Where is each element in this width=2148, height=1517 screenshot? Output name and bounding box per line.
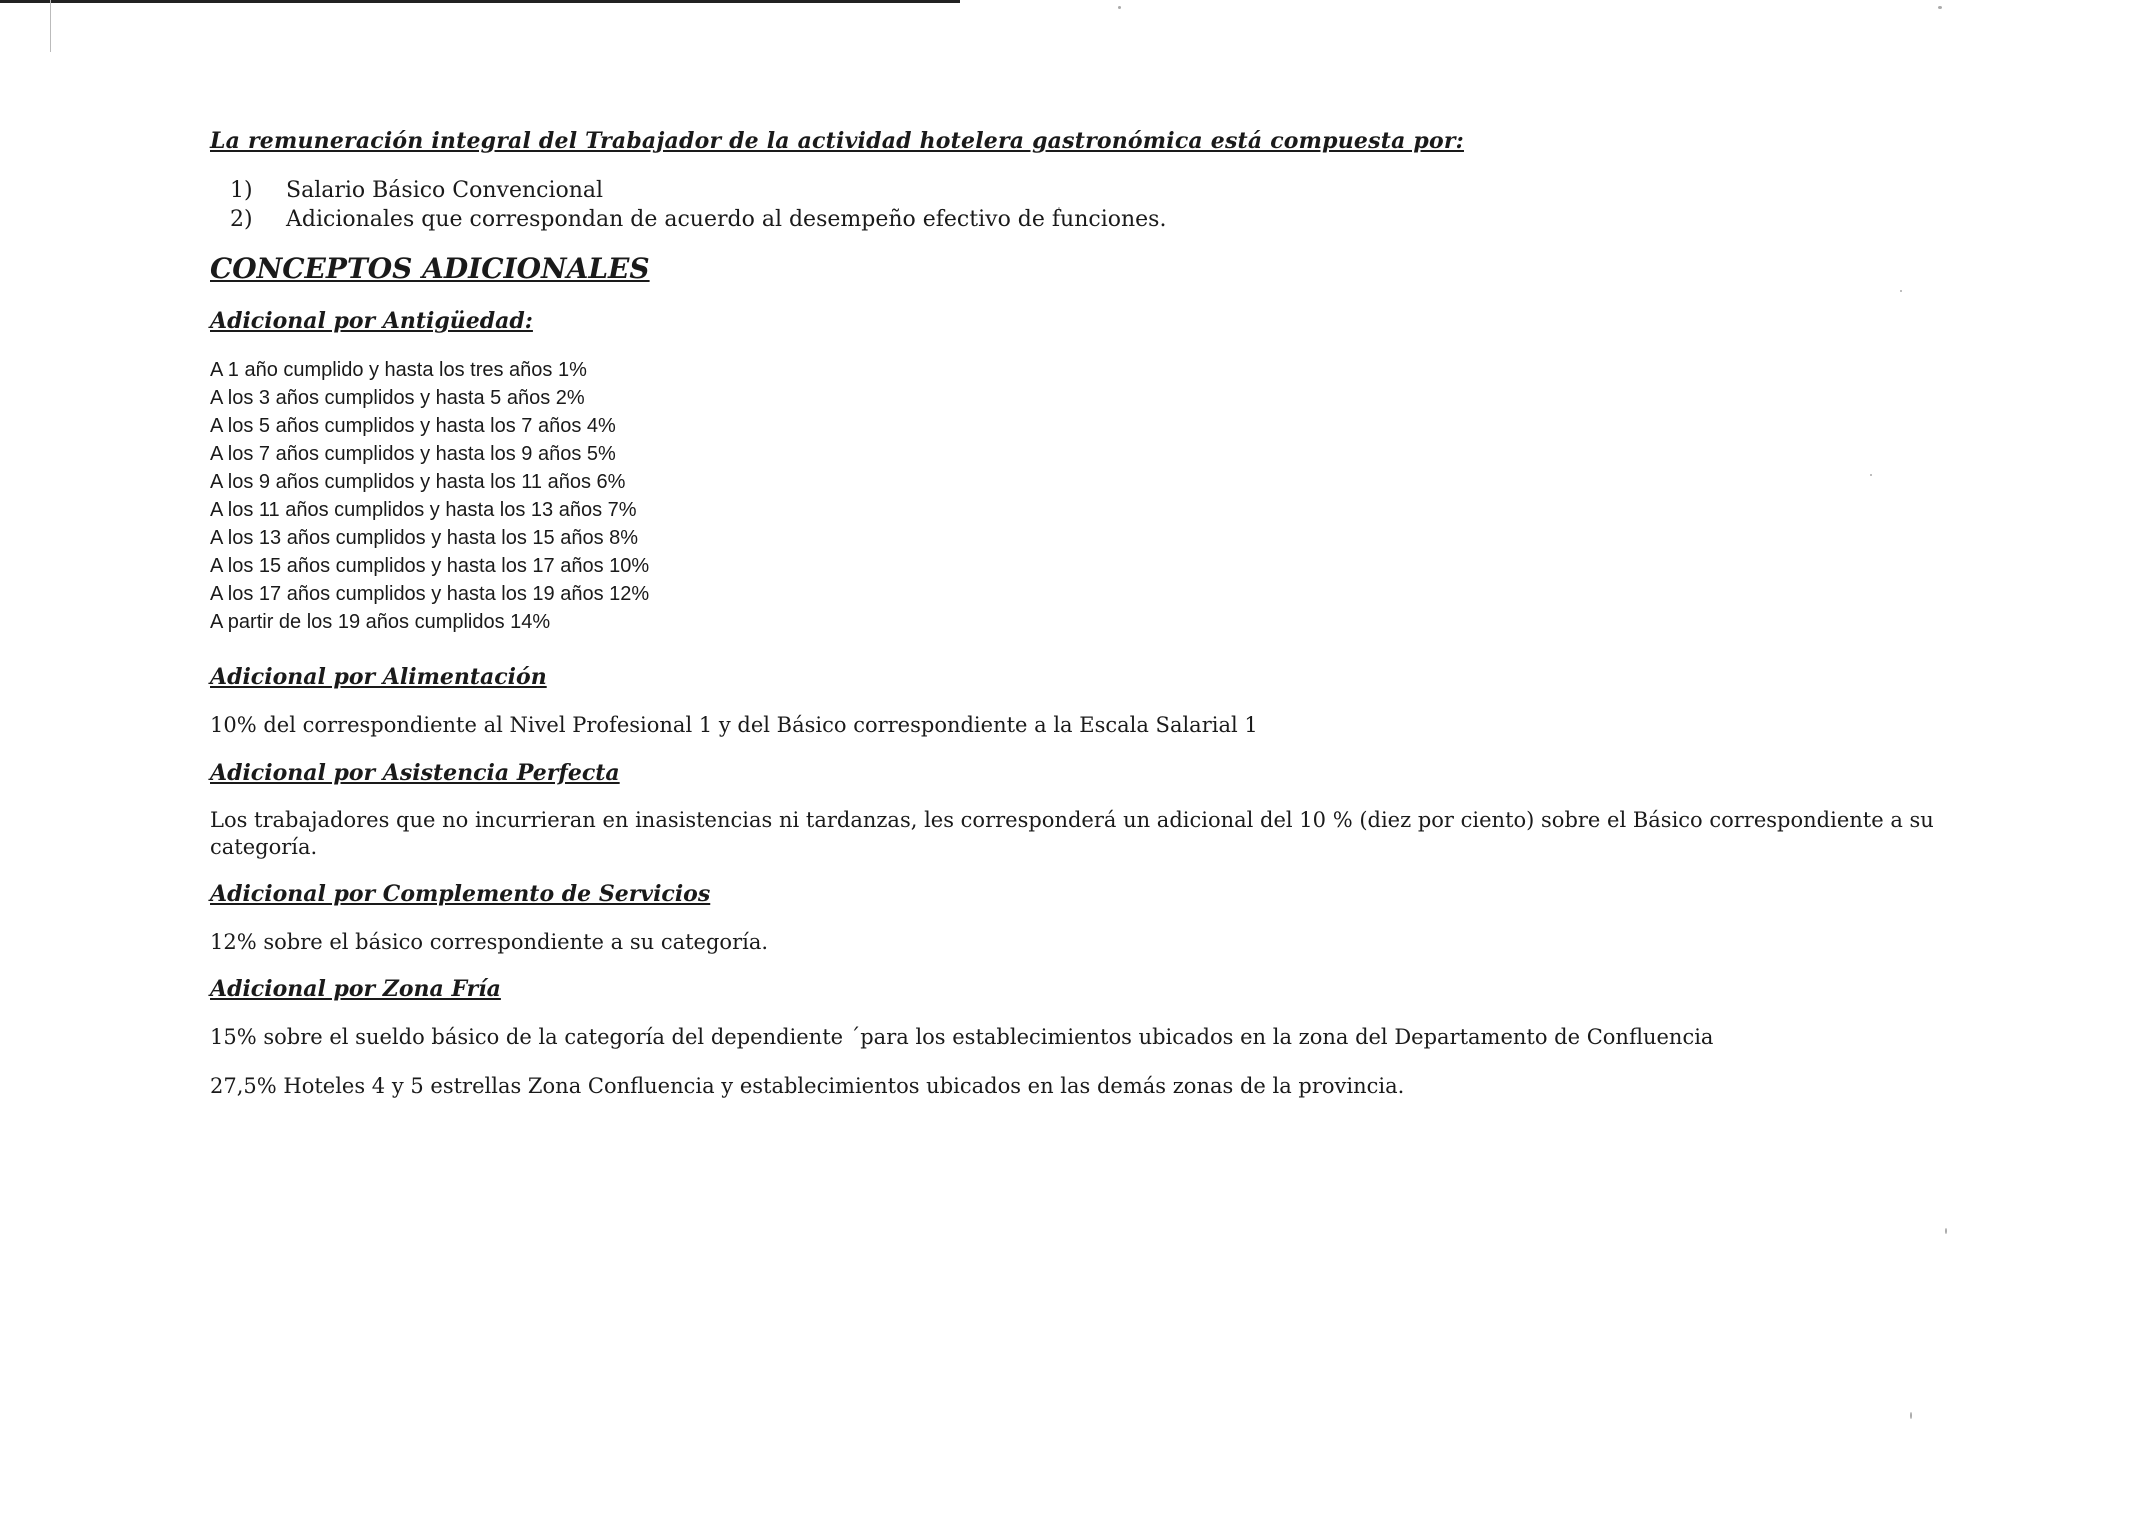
scan-speck (1870, 474, 1872, 476)
antiguedad-row: A los 9 años cumplidos y hasta los 11 años 6% (210, 471, 626, 493)
list-item-text: Salario Básico Convencional (286, 178, 604, 203)
intro-list (230, 176, 1166, 234)
list-item (230, 176, 1166, 205)
list-item-number: 1) (230, 178, 253, 203)
scan-speck (1945, 1228, 1947, 1234)
antiguedad-row: A los 7 años cumplidos y hasta los 9 años 5% (210, 443, 616, 465)
section-title: CONCEPTOS ADICIONALES (210, 252, 650, 285)
antiguedad-list (210, 356, 649, 636)
antiguedad-heading: Adicional por Antigüedad: (210, 308, 533, 334)
list-item-text: Adicionales que correspondan de acuerdo al desempeño efectivo de funciones. (286, 207, 1167, 232)
antiguedad-row: A 1 año cumplido y hasta los tres años 1% (210, 359, 587, 381)
antiguedad-row: A partir de los 19 años cumplidos 14% (210, 611, 551, 633)
alimentacion-heading: Adicional por Alimentación (210, 664, 547, 690)
intro-heading: La remuneración integral del Trabajador de la actividad hotelera gastronómica está compuesta por: (210, 128, 1464, 154)
scan-speck (1900, 290, 1902, 292)
antiguedad-row: A los 5 años cumplidos y hasta los 7 años 4% (210, 415, 616, 437)
scan-speck (1938, 6, 1942, 9)
antiguedad-row: A los 17 años cumplidos y hasta los 19 años 12% (210, 583, 650, 605)
zona-fria-text-2: 27,5% Hoteles 4 y 5 estrellas Zona Confluencia y establecimientos ubicados en las demás zonas de la provincia. (210, 1074, 1405, 1098)
scan-edge-mark (50, 0, 51, 52)
zona-fria-heading: Adicional por Zona Fría (210, 976, 501, 1002)
antiguedad-row: A los 13 años cumplidos y hasta los 15 años 8% (210, 527, 639, 549)
antiguedad-row: A los 11 años cumplidos y hasta los 13 años 7% (210, 499, 637, 521)
asistencia-heading: Adicional por Asistencia Perfecta (210, 760, 620, 786)
antiguedad-row: A los 15 años cumplidos y hasta los 17 años 10% (210, 555, 650, 577)
asistencia-text: Los trabajadores que no incurrieran en inasistencias ni tardanzas, les corresponderá un adicional del 10 % (diez por ciento) sobre el Básico correspondiente a su categoría. (210, 808, 1934, 859)
zona-fria-text-1: 15% sobre el sueldo básico de la categoría del dependiente ´para los establecimientos ubicados en la zona del Departamento de Confluencia (210, 1025, 1714, 1049)
complemento-text: 12% sobre el básico correspondiente a su categoría. (210, 930, 769, 954)
list-item-number: 2) (230, 207, 253, 232)
antiguedad-row: A los 3 años cumplidos y hasta 5 años 2% (210, 387, 585, 409)
list-item (230, 205, 1166, 234)
scan-speck (1118, 6, 1121, 9)
scan-edge-line (0, 0, 960, 3)
complemento-heading: Adicional por Complemento de Servicios (210, 881, 711, 907)
alimentacion-text: 10% del correspondiente al Nivel Profesional 1 y del Básico correspondiente a la Escala Salarial 1 (210, 713, 1258, 737)
scan-speck (1910, 1412, 1912, 1419)
